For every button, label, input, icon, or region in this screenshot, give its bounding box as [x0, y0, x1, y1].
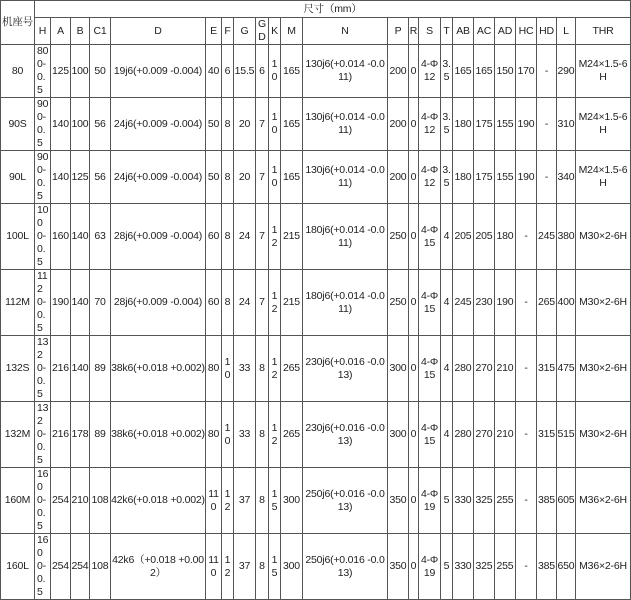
- table-cell: 4-Φ12: [419, 98, 441, 151]
- table-cell: 100 0-0.5: [35, 204, 51, 270]
- table-cell: 190: [516, 151, 537, 204]
- table-cell: 12: [222, 534, 234, 600]
- table-cell: 205: [453, 204, 474, 270]
- table-cell: 15: [269, 534, 281, 600]
- frame-number-cell: 132S: [1, 336, 35, 402]
- table-cell: 125: [51, 45, 71, 98]
- table-cell: 280: [453, 336, 474, 402]
- table-cell: 140: [71, 336, 90, 402]
- frame-number-cell: 112M: [1, 270, 35, 336]
- table-cell: 250: [388, 270, 409, 336]
- table-cell: 6: [256, 45, 269, 98]
- table-cell: 8: [222, 151, 234, 204]
- table-cell: 5: [441, 468, 453, 534]
- table-cell: 24j6(+0.009 -0.004): [111, 98, 206, 151]
- column-header-d: D: [111, 18, 206, 45]
- table-cell: 0: [409, 151, 419, 204]
- table-cell: 315: [537, 336, 557, 402]
- table-cell: 4: [441, 402, 453, 468]
- table-cell: 165: [281, 151, 303, 204]
- table-cell: 20: [234, 98, 256, 151]
- table-cell: 12: [269, 402, 281, 468]
- table-cell: 8: [256, 402, 269, 468]
- table-cell: 4: [441, 336, 453, 402]
- table-cell: 230j6(+0.016 -0.013): [303, 402, 388, 468]
- table-cell: 290: [557, 45, 576, 98]
- table-cell: 56: [90, 151, 111, 204]
- table-cell: -: [537, 45, 557, 98]
- table-cell: 180j6(+0.014 -0.011): [303, 204, 388, 270]
- column-header-ad: AD: [495, 18, 516, 45]
- table-cell: 130j6(+0.014 -0.011): [303, 45, 388, 98]
- table-cell: 140: [51, 98, 71, 151]
- table-cell: 255: [495, 468, 516, 534]
- table-cell: 60: [206, 204, 222, 270]
- table-cell: 310: [557, 98, 576, 151]
- table-cell: 250: [388, 204, 409, 270]
- table-cell: 190: [495, 270, 516, 336]
- table-cell: 210: [495, 402, 516, 468]
- table-cell: 5: [441, 534, 453, 600]
- table-cell: -: [537, 98, 557, 151]
- table-cell: 56: [90, 98, 111, 151]
- table-cell: 230: [474, 270, 495, 336]
- table-cell: 605: [557, 468, 576, 534]
- table-cell: 80: [206, 402, 222, 468]
- table-cell: 130j6(+0.014 -0.011): [303, 98, 388, 151]
- table-cell: 33: [234, 336, 256, 402]
- table-cell: 340: [557, 151, 576, 204]
- table-cell: 8: [222, 204, 234, 270]
- frame-number-cell: 160L: [1, 534, 35, 600]
- table-cell: 140: [71, 270, 90, 336]
- column-header-hd: HD: [537, 18, 557, 45]
- table-cell: 155: [495, 98, 516, 151]
- column-header-p: P: [388, 18, 409, 45]
- table-cell: 80: [206, 336, 222, 402]
- table-cell: 10: [269, 98, 281, 151]
- table-cell: 245: [537, 204, 557, 270]
- column-header-g: G: [234, 18, 256, 45]
- column-header-e: E: [206, 18, 222, 45]
- table-cell: 0: [409, 204, 419, 270]
- table-cell: 265: [537, 270, 557, 336]
- table-cell: 89: [90, 336, 111, 402]
- column-header-thr: THR: [576, 18, 631, 45]
- frame-number-cell: 80: [1, 45, 35, 98]
- table-cell: 90 0-0.5: [35, 151, 51, 204]
- table-cell: 216: [51, 336, 71, 402]
- frame-number-cell: 100L: [1, 204, 35, 270]
- table-cell: -: [516, 534, 537, 600]
- table-cell: 175: [474, 98, 495, 151]
- table-cell: 205: [474, 204, 495, 270]
- table-cell: 50: [206, 151, 222, 204]
- header-row-columns: [1, 18, 631, 45]
- table-cell: 8: [256, 468, 269, 534]
- table-row: [1, 45, 631, 98]
- table-cell: 50: [90, 45, 111, 98]
- table-cell: 180: [453, 151, 474, 204]
- column-header-ac: AC: [474, 18, 495, 45]
- table-cell: 60: [206, 270, 222, 336]
- table-cell: 12: [222, 468, 234, 534]
- table-cell: 190: [516, 98, 537, 151]
- table-cell: 160 0-0.5: [35, 468, 51, 534]
- table-cell: 155: [495, 151, 516, 204]
- table-body: [1, 45, 631, 600]
- table-cell: 4-Φ15: [419, 336, 441, 402]
- table-cell: -: [537, 151, 557, 204]
- table-cell: 300: [281, 468, 303, 534]
- table-cell: 215: [281, 204, 303, 270]
- table-cell: 0: [409, 45, 419, 98]
- table-cell: 200: [388, 151, 409, 204]
- table-cell: 255: [495, 534, 516, 600]
- table-cell: M24×1.5-6H: [576, 151, 631, 204]
- table-cell: 0: [409, 98, 419, 151]
- table-cell: 165: [474, 45, 495, 98]
- frame-number-cell: 90S: [1, 98, 35, 151]
- column-header-r: R: [409, 18, 419, 45]
- table-cell: 300: [388, 402, 409, 468]
- column-header-n: N: [303, 18, 388, 45]
- table-cell: 42k6(+0.018 +0.002): [111, 468, 206, 534]
- table-cell: M36×2-6H: [576, 534, 631, 600]
- column-header-gd: GD: [256, 18, 269, 45]
- table-cell: -: [516, 336, 537, 402]
- column-header-hc: HC: [516, 18, 537, 45]
- table-cell: 7: [256, 151, 269, 204]
- table-cell: -: [516, 402, 537, 468]
- table-cell: 250j6(+0.016 -0.013): [303, 468, 388, 534]
- table-cell: 165: [281, 45, 303, 98]
- table-cell: 10: [222, 402, 234, 468]
- table-cell: 37: [234, 468, 256, 534]
- table-cell: 180: [495, 204, 516, 270]
- table-cell: 0: [409, 336, 419, 402]
- table-cell: 475: [557, 336, 576, 402]
- table-cell: 254: [51, 468, 71, 534]
- table-cell: 0: [409, 534, 419, 600]
- table-cell: 38k6(+0.018 +0.002): [111, 336, 206, 402]
- table-cell: 180j6(+0.014 -0.011): [303, 270, 388, 336]
- table-cell: 350: [388, 534, 409, 600]
- frame-number-cell: 132M: [1, 402, 35, 468]
- table-cell: 4-Φ19: [419, 468, 441, 534]
- table-cell: 6: [222, 45, 234, 98]
- table-cell: 108: [90, 534, 111, 600]
- table-cell: 12: [269, 336, 281, 402]
- table-cell: -: [516, 270, 537, 336]
- table-cell: 12: [269, 270, 281, 336]
- table-cell: 3.5: [441, 151, 453, 204]
- table-cell: 125: [71, 151, 90, 204]
- table-cell: 7: [256, 204, 269, 270]
- table-cell: 4-Φ19: [419, 534, 441, 600]
- table-cell: 170: [516, 45, 537, 98]
- table-cell: 315: [537, 402, 557, 468]
- table-cell: 24: [234, 270, 256, 336]
- table-cell: 132 0-0.5: [35, 402, 51, 468]
- table-cell: 15: [269, 468, 281, 534]
- column-header-s: S: [419, 18, 441, 45]
- column-header-c1: C1: [90, 18, 111, 45]
- column-header-ab: AB: [453, 18, 474, 45]
- table-cell: 63: [90, 204, 111, 270]
- table-cell: 80 0-0.5: [35, 45, 51, 98]
- table-cell: M36×2-6H: [576, 468, 631, 534]
- table-cell: 10: [269, 151, 281, 204]
- table-cell: 178: [71, 402, 90, 468]
- table-cell: 216: [51, 402, 71, 468]
- table-cell: 325: [474, 534, 495, 600]
- table-cell: 4-Φ15: [419, 402, 441, 468]
- column-header-k: K: [269, 18, 281, 45]
- table-cell: 0: [409, 270, 419, 336]
- table-cell: -: [516, 468, 537, 534]
- table-cell: 89: [90, 402, 111, 468]
- table-cell: 300: [281, 534, 303, 600]
- table-cell: 112 0-0.5: [35, 270, 51, 336]
- table-cell: 100: [71, 45, 90, 98]
- table-row: [1, 468, 631, 534]
- table-cell: 28j6(+0.009 -0.004): [111, 204, 206, 270]
- table-cell: 3.5: [441, 45, 453, 98]
- frame-number-cell: 160M: [1, 468, 35, 534]
- column-header-h: H: [35, 18, 51, 45]
- table-cell: 70: [90, 270, 111, 336]
- table-cell: 270: [474, 402, 495, 468]
- table-cell: 210: [71, 468, 90, 534]
- table-cell: 200: [388, 98, 409, 151]
- table-cell: 0: [409, 468, 419, 534]
- column-header-a: A: [51, 18, 71, 45]
- table-cell: 325: [474, 468, 495, 534]
- table-cell: 7: [256, 270, 269, 336]
- table-cell: 4: [441, 204, 453, 270]
- table-cell: 650: [557, 534, 576, 600]
- table-cell: 130j6(+0.014 -0.011): [303, 151, 388, 204]
- frame-number-header: 机座号: [1, 1, 35, 45]
- table-cell: 38k6(+0.018 +0.002): [111, 402, 206, 468]
- table-cell: M30×2-6H: [576, 402, 631, 468]
- table-cell: 15.5: [234, 45, 256, 98]
- table-cell: M30×2-6H: [576, 204, 631, 270]
- header-row-group: [1, 1, 631, 18]
- column-header-b: B: [71, 18, 90, 45]
- table-row: [1, 270, 631, 336]
- table-cell: 245: [453, 270, 474, 336]
- table-cell: 100: [71, 98, 90, 151]
- table-cell: 42k6（+0.018 +0.002）: [111, 534, 206, 600]
- table-cell: 10: [269, 45, 281, 98]
- table-cell: 4-Φ15: [419, 270, 441, 336]
- table-row: [1, 534, 631, 600]
- column-header-t: T: [441, 18, 453, 45]
- table-cell: 280: [453, 402, 474, 468]
- table-cell: 300: [388, 336, 409, 402]
- table-cell: M24×1.5-6H: [576, 98, 631, 151]
- table-cell: 4-Φ12: [419, 151, 441, 204]
- table-cell: 180: [453, 98, 474, 151]
- table-cell: 19j6(+0.009 -0.004): [111, 45, 206, 98]
- table-cell: 24: [234, 204, 256, 270]
- table-row: [1, 402, 631, 468]
- table-cell: 110: [206, 534, 222, 600]
- column-header-l: L: [557, 18, 576, 45]
- dimensions-group-header: 尺寸（mm）: [35, 1, 631, 18]
- table-cell: 160: [51, 204, 71, 270]
- table-cell: 8: [222, 98, 234, 151]
- table-cell: 230j6(+0.016 -0.013): [303, 336, 388, 402]
- table-row: [1, 336, 631, 402]
- column-header-f: F: [222, 18, 234, 45]
- table-cell: 385: [537, 534, 557, 600]
- table-cell: 28j6(+0.009 -0.004): [111, 270, 206, 336]
- table-cell: 110: [206, 468, 222, 534]
- table-cell: -: [516, 204, 537, 270]
- table-cell: 108: [90, 468, 111, 534]
- table-cell: 37: [234, 534, 256, 600]
- table-cell: 350: [388, 468, 409, 534]
- table-cell: 10: [222, 336, 234, 402]
- table-cell: M24×1.5-6H: [576, 45, 631, 98]
- table-cell: 7: [256, 98, 269, 151]
- table-cell: 132 0-0.5: [35, 336, 51, 402]
- table-cell: 160 0-0.5: [35, 534, 51, 600]
- table-cell: 20: [234, 151, 256, 204]
- table-cell: 210: [495, 336, 516, 402]
- table-cell: 215: [281, 270, 303, 336]
- table-cell: 150: [495, 45, 516, 98]
- table-cell: 165: [281, 98, 303, 151]
- table-cell: 8: [256, 336, 269, 402]
- table-cell: 190: [51, 270, 71, 336]
- table-row: [1, 204, 631, 270]
- column-header-m: M: [281, 18, 303, 45]
- table-cell: 8: [256, 534, 269, 600]
- table-cell: 40: [206, 45, 222, 98]
- table-cell: 400: [557, 270, 576, 336]
- table-cell: 4-Φ15: [419, 204, 441, 270]
- table-cell: 4: [441, 270, 453, 336]
- table-cell: M30×2-6H: [576, 270, 631, 336]
- table-cell: 515: [557, 402, 576, 468]
- table-cell: 140: [71, 204, 90, 270]
- table-cell: 265: [281, 402, 303, 468]
- table-cell: 330: [453, 534, 474, 600]
- table-cell: 33: [234, 402, 256, 468]
- table-cell: 165: [453, 45, 474, 98]
- table-row: [1, 98, 631, 151]
- table-cell: 4-Φ12: [419, 45, 441, 98]
- table-cell: 50: [206, 98, 222, 151]
- table-row: [1, 151, 631, 204]
- table-cell: 380: [557, 204, 576, 270]
- table-cell: 24j6(+0.009 -0.004): [111, 151, 206, 204]
- table-cell: 330: [453, 468, 474, 534]
- table-cell: 140: [51, 151, 71, 204]
- table-cell: 254: [51, 534, 71, 600]
- table-cell: M30×2-6H: [576, 336, 631, 402]
- table-cell: 200: [388, 45, 409, 98]
- table-cell: 0: [409, 402, 419, 468]
- table-cell: 250j6(+0.016 -0.013): [303, 534, 388, 600]
- table-cell: 12: [269, 204, 281, 270]
- table-cell: 90 0-0.5: [35, 98, 51, 151]
- table-cell: 265: [281, 336, 303, 402]
- table-cell: 254: [71, 534, 90, 600]
- table-cell: 385: [537, 468, 557, 534]
- table-cell: 270: [474, 336, 495, 402]
- frame-number-cell: 90L: [1, 151, 35, 204]
- table-cell: 8: [222, 270, 234, 336]
- table-cell: 175: [474, 151, 495, 204]
- table-cell: 3.5: [441, 98, 453, 151]
